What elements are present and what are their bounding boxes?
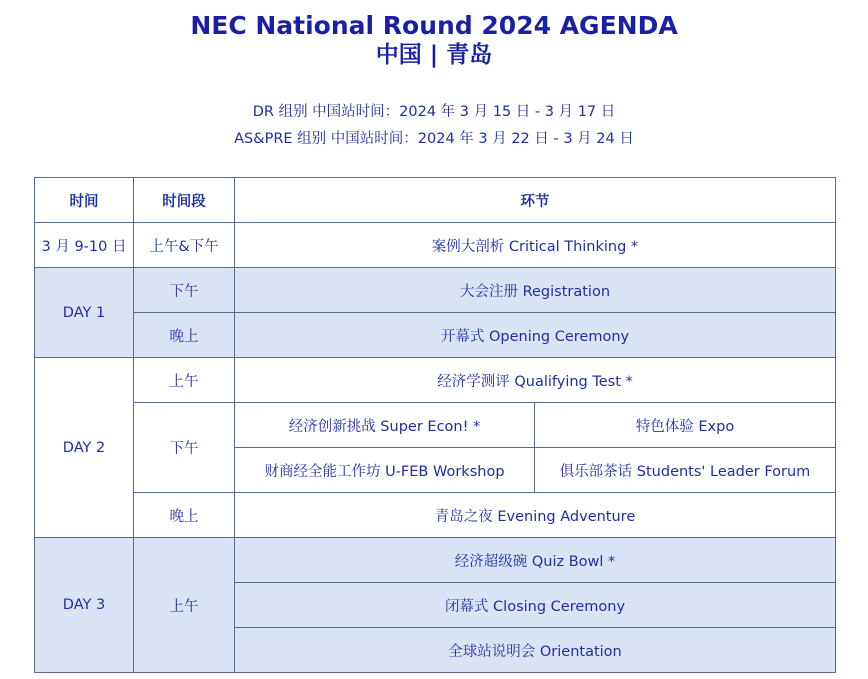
day3-morning-period: 上午 [134,538,235,673]
header-time: 时间 [35,178,134,223]
table-row [35,313,836,358]
day1-afternoon-period: 下午 [134,268,235,313]
agenda-table [34,177,836,673]
table-row [35,358,836,403]
table-row [35,493,836,538]
day3-label: DAY 3 [35,538,134,673]
day3-session-2: 闭幕式 Closing Ceremony [235,583,836,628]
day2-afternoon-session-2: 特色体验 Expo [535,403,836,448]
prelim-time: 3 月 9-10 日 [35,223,134,268]
day1-evening-period: 晚上 [134,313,235,358]
table-row [35,223,836,268]
dr-schedule: DR 组别 中国站时间：2024 年 3 月 15 日 - 3 月 17 日 [252,104,616,120]
header-period: 时间段 [134,178,235,223]
location-subtitle: 中国 | 青岛 [375,42,493,68]
day1-evening-session: 开幕式 Opening Ceremony [235,313,836,358]
day2-morning-session: 经济学测评 Qualifying Test * [235,358,836,403]
prelim-period: 上午&下午 [134,223,235,268]
day2-afternoon-session-4: 俱乐部茶话 Students' Leader Forum [535,448,836,493]
day2-evening-period: 晚上 [134,493,235,538]
as-pre-schedule: AS&PRE 组别 中国站时间：2024 年 3 月 22 日 - 3 月 24 日 [234,131,634,147]
table-row [35,268,836,313]
prelim-session: 案例大剖析 Critical Thinking * [235,223,836,268]
day3-session-1: 经济超级碗 Quiz Bowl * [235,538,836,583]
day2-label: DAY 2 [35,358,134,538]
day2-afternoon-session-1: 经济创新挑战 Super Econ! * [235,403,535,448]
day2-afternoon-session-3: 财商经全能工作坊 U-FEB Workshop [235,448,535,493]
day2-evening-session: 青岛之夜 Evening Adventure [235,493,836,538]
day3-session-3: 全球站说明会 Orientation [235,628,836,673]
header-session: 环节 [235,178,836,223]
day2-morning-period: 上午 [134,358,235,403]
agenda-title: NEC National Round 2024 AGENDA [190,11,678,40]
day1-afternoon-session: 大会注册 Registration [235,268,836,313]
table-row [35,403,836,448]
day1-label: DAY 1 [35,268,134,358]
day2-afternoon-period: 下午 [134,403,235,493]
table-header-row [35,178,836,223]
table-row [35,538,836,583]
